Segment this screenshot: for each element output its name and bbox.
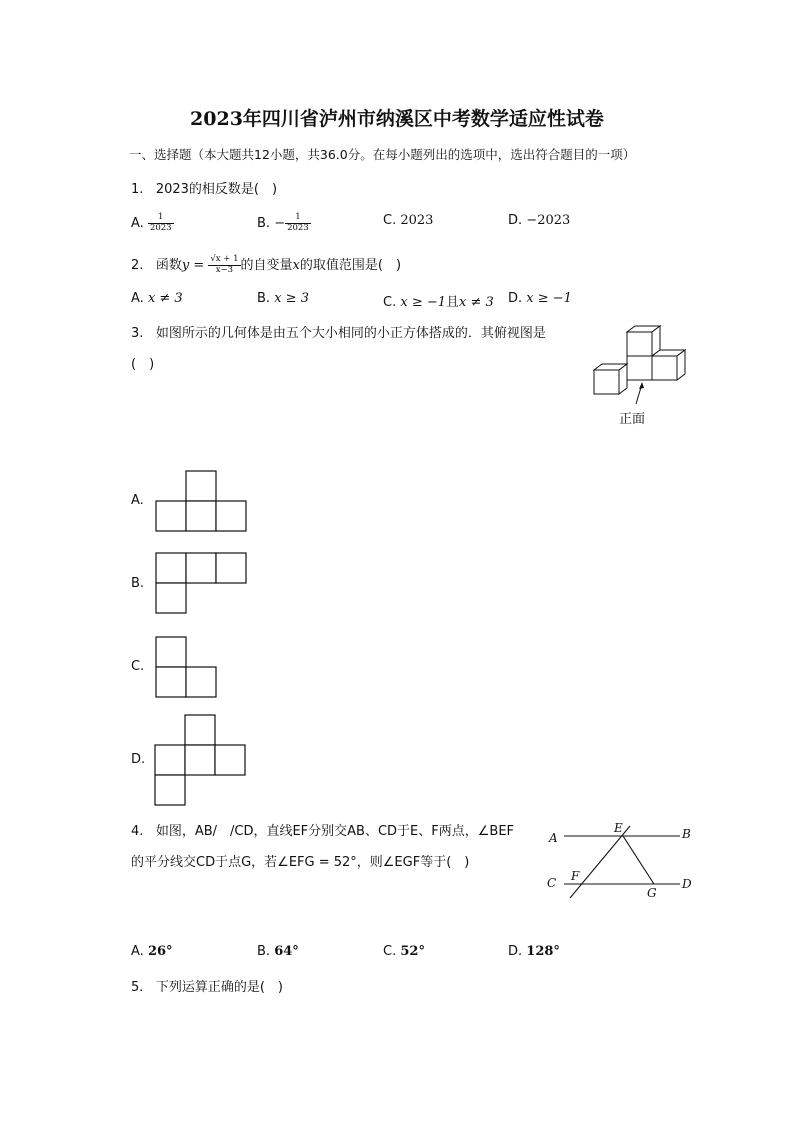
question-4-line2: 的平分线交CD于点G，若∠EFG = 52°，则∠EGF等于( ) (131, 855, 470, 870)
option-b: B. − $\frac{1}{2023}$ (257, 212, 309, 233)
point-f: F (571, 869, 580, 883)
option-c: C. (131, 659, 145, 674)
fraction: $\frac{√x + 1}{x-3}$ (210, 254, 239, 275)
question-3-line2: ( ) (131, 357, 155, 372)
point-a: A (549, 831, 558, 845)
option-c: C. x ≥ −1且x ≠ 3 (383, 295, 494, 310)
option-b-figure (155, 552, 247, 614)
question-2: 2. 函数y = $\frac{√x + 1}{x-3}$ 的自变量x的取值范围是( ) (131, 254, 402, 275)
option-a: A. 26° (131, 944, 173, 959)
question-5: 5. 下列运算正确的是( ) (131, 980, 283, 995)
point-d: D (682, 877, 692, 891)
point-b: B (682, 827, 691, 841)
fraction: $\frac{1}{2023}$ (149, 212, 172, 233)
option-a (131, 213, 174, 234)
question-4: 4. 如图，AB/ /CD，直线EF分别交AB、CD于E、F两点，∠BEF (131, 824, 515, 839)
option-a: A. x ≠ 3 (131, 291, 183, 306)
option-label: C. (383, 213, 397, 228)
question-number: 4. (131, 824, 144, 839)
point-g: G (647, 886, 657, 900)
exam-title: 2023年四川省泸州市纳溪区中考数学适应性试卷 (190, 108, 604, 130)
question-number: 3. (131, 326, 144, 341)
option-c-figure (155, 636, 217, 698)
option-b: B. x ≥ 3 (257, 291, 309, 306)
option-label: A. (131, 215, 144, 231)
cube-figure (590, 322, 690, 402)
question-stem: 2023的相反数是( ) (155, 182, 278, 197)
figure-label-front: 正面 (619, 412, 646, 427)
option-d: D. (131, 752, 146, 767)
option-d-figure (154, 714, 246, 806)
point-e: E (614, 821, 623, 835)
question-number: 1. (131, 182, 144, 197)
parallel-lines-figure (540, 818, 700, 902)
option-c: C. 2023 (383, 213, 434, 228)
question-3: 3. 如图所示的几何体是由五个大小相同的小正方体搭成的．其俯视图是 (131, 326, 546, 341)
question-number: 2. (131, 258, 144, 273)
option-a: A. (131, 493, 144, 508)
fraction: $\frac{1}{2023}$ (287, 212, 309, 233)
option-d: D. 128° (508, 944, 560, 959)
point-c: C (547, 876, 557, 890)
question-1 (131, 178, 277, 197)
option-d: D. x ≥ −1 (508, 291, 572, 306)
section-heading: 一、选择题（本大题共12小题，共36.0分。在每小题列出的选项中，选出符合题目的一项） (129, 147, 636, 162)
option-label: B. (257, 215, 271, 231)
option-b: B. 64° (257, 944, 299, 959)
option-a-figure (155, 470, 247, 532)
option-c: C. 52° (383, 944, 425, 959)
option-b: B. (131, 576, 145, 591)
question-number: 5. (131, 980, 144, 995)
option-d: D. −2023 (508, 213, 571, 228)
option-label: D. (508, 213, 523, 228)
